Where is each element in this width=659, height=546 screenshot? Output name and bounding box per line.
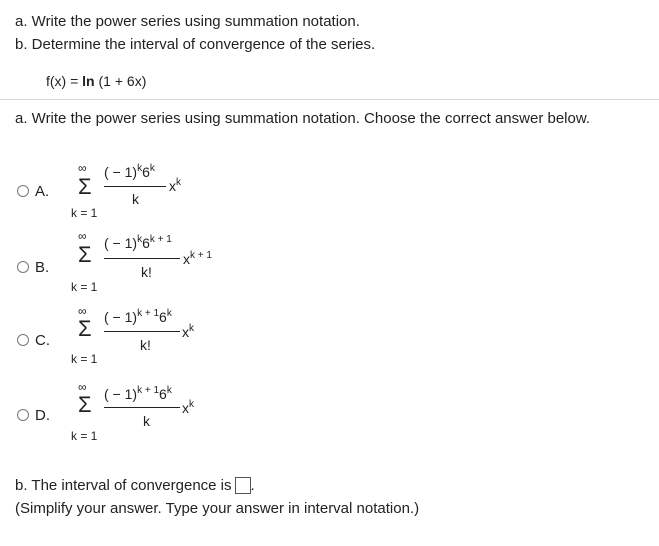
- x-power: $x^k$: [169, 177, 181, 194]
- part-b-prompt: [15, 477, 255, 494]
- numerator: ( − $1)^k6^k$: [104, 163, 155, 180]
- sigma-symbol: Σ: [78, 174, 92, 199]
- denominator: k: [143, 413, 150, 429]
- numerator: ( − $1)^k6^{k + 1}$: [104, 234, 172, 251]
- function-rhs: (1 + 6x): [94, 73, 147, 89]
- sum-upper-limit: ∞: [78, 304, 87, 318]
- option-letter: A.: [35, 183, 50, 200]
- radio-button-c[interactable]: [17, 334, 29, 346]
- option-letter: D.: [35, 407, 50, 424]
- fraction-bar: [104, 186, 166, 187]
- sigma-symbol: Σ: [78, 316, 92, 341]
- sigma-symbol: Σ: [78, 242, 92, 267]
- fraction-bar: [104, 331, 180, 332]
- part-a-prompt: a. Write the power series using summation notation. Choose the correct answer below.: [15, 110, 591, 127]
- part-b-prompt-text: b. The interval of convergence is: [15, 477, 232, 494]
- denominator: k: [132, 191, 139, 207]
- denominator: k!: [140, 337, 151, 353]
- sum-lower-limit: k = 1: [71, 206, 98, 220]
- x-power: $x^{k + 1}$: [183, 250, 212, 267]
- interval-answer-input[interactable]: [235, 477, 251, 494]
- numerator: ( − $1)^{k + 1}6^k$: [104, 385, 172, 402]
- option-letter: B.: [35, 259, 50, 276]
- sum-upper-limit: ∞: [78, 229, 87, 243]
- sum-lower-limit: k = 1: [71, 280, 98, 294]
- function-definition: [46, 73, 146, 89]
- function-lhs: f(x) =: [46, 73, 83, 89]
- sum-upper-limit: ∞: [78, 161, 87, 175]
- radio-button-b[interactable]: [17, 261, 29, 273]
- fraction-bar: [104, 407, 180, 408]
- part-b-hint: (Simplify your answer. Type your answer in interval notation.): [15, 500, 420, 517]
- part-b-period: .: [250, 477, 255, 494]
- numerator: ( − $1)^{k + 1}6^k$: [104, 308, 172, 325]
- x-power: $x^k$: [182, 399, 194, 416]
- instruction-line-a: a. Write the power series using summation notation.: [15, 13, 360, 30]
- option-letter: C.: [35, 332, 50, 349]
- sum-upper-limit: ∞: [78, 380, 87, 394]
- fraction-bar: [104, 258, 180, 259]
- x-power: $x^k$: [182, 323, 194, 340]
- sum-lower-limit: k = 1: [71, 352, 98, 366]
- denominator: k!: [141, 264, 152, 280]
- radio-button-d[interactable]: [17, 409, 29, 421]
- sum-lower-limit: k = 1: [71, 429, 98, 443]
- radio-button-a[interactable]: [17, 185, 29, 197]
- divider: [0, 99, 659, 100]
- function-ln: ln: [82, 73, 95, 89]
- sigma-symbol: Σ: [78, 392, 92, 417]
- instruction-line-b: b. Determine the interval of convergence of the series.: [15, 36, 376, 53]
